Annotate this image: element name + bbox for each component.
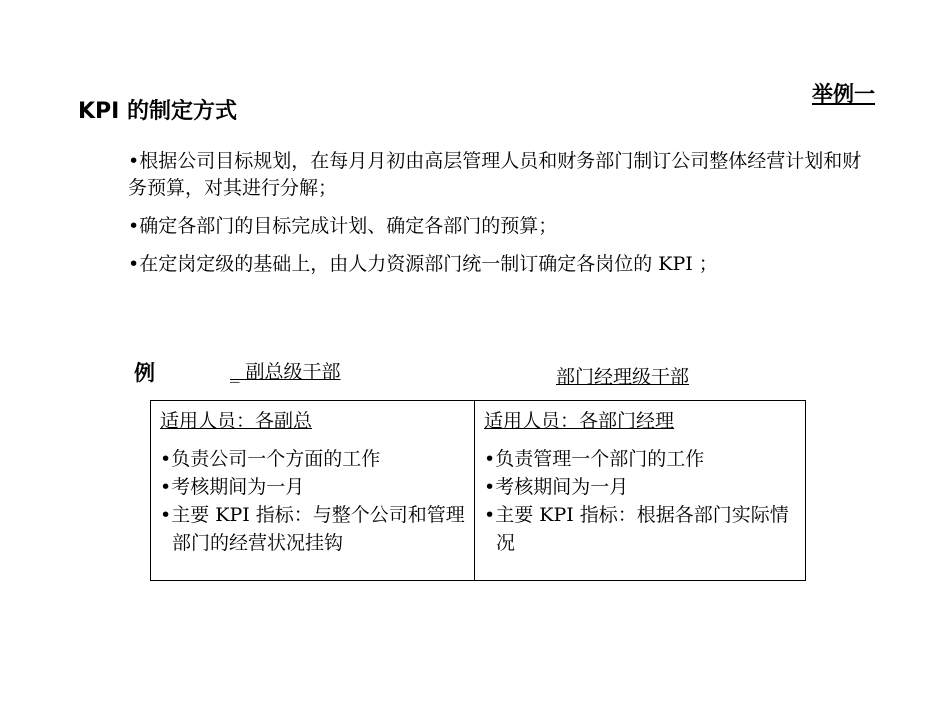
list-item: •负责管理一个部门的工作 bbox=[484, 448, 705, 470]
bullet-item: •根据公司目标规划，在每月月初由高层管理人员和财务部门制订公司整体经营计划和财务预算，对其进行分解； bbox=[128, 150, 862, 199]
list-item: •主要 KPI 指标：根据各部门实际情况 bbox=[484, 504, 789, 554]
column-heading-manager: 部门经理级干部 bbox=[556, 366, 690, 388]
bullet-item: •确定各部门的目标完成计划、确定各部门的预算； bbox=[128, 215, 558, 237]
example-tag: 举例一 bbox=[812, 82, 875, 106]
section-label: 例 bbox=[134, 361, 155, 385]
applicable-staff: 适用人员：各部门经理 bbox=[484, 410, 675, 432]
list-item: •负责公司一个方面的工作 bbox=[160, 448, 381, 470]
column-heading-vp: _ 副总级干部 bbox=[230, 361, 341, 383]
list-item: •主要 KPI 指标：与整个公司和管理部门的经营状况挂钩 bbox=[160, 504, 465, 554]
comparison-table bbox=[150, 400, 806, 581]
applicable-staff: 适用人员：各副总 bbox=[160, 410, 313, 432]
list-item: •考核期间为一月 bbox=[484, 476, 629, 498]
table-cell-vp bbox=[151, 401, 475, 580]
page-title: KPI 的制定方式 bbox=[78, 99, 238, 124]
bullet-item: •在定岗定级的基础上，由人力资源部门统一制订确定各岗位的 KPI ； bbox=[128, 253, 718, 275]
list-item: •考核期间为一月 bbox=[160, 476, 305, 498]
bullet-list bbox=[128, 148, 878, 289]
table-cell-manager bbox=[475, 401, 805, 580]
